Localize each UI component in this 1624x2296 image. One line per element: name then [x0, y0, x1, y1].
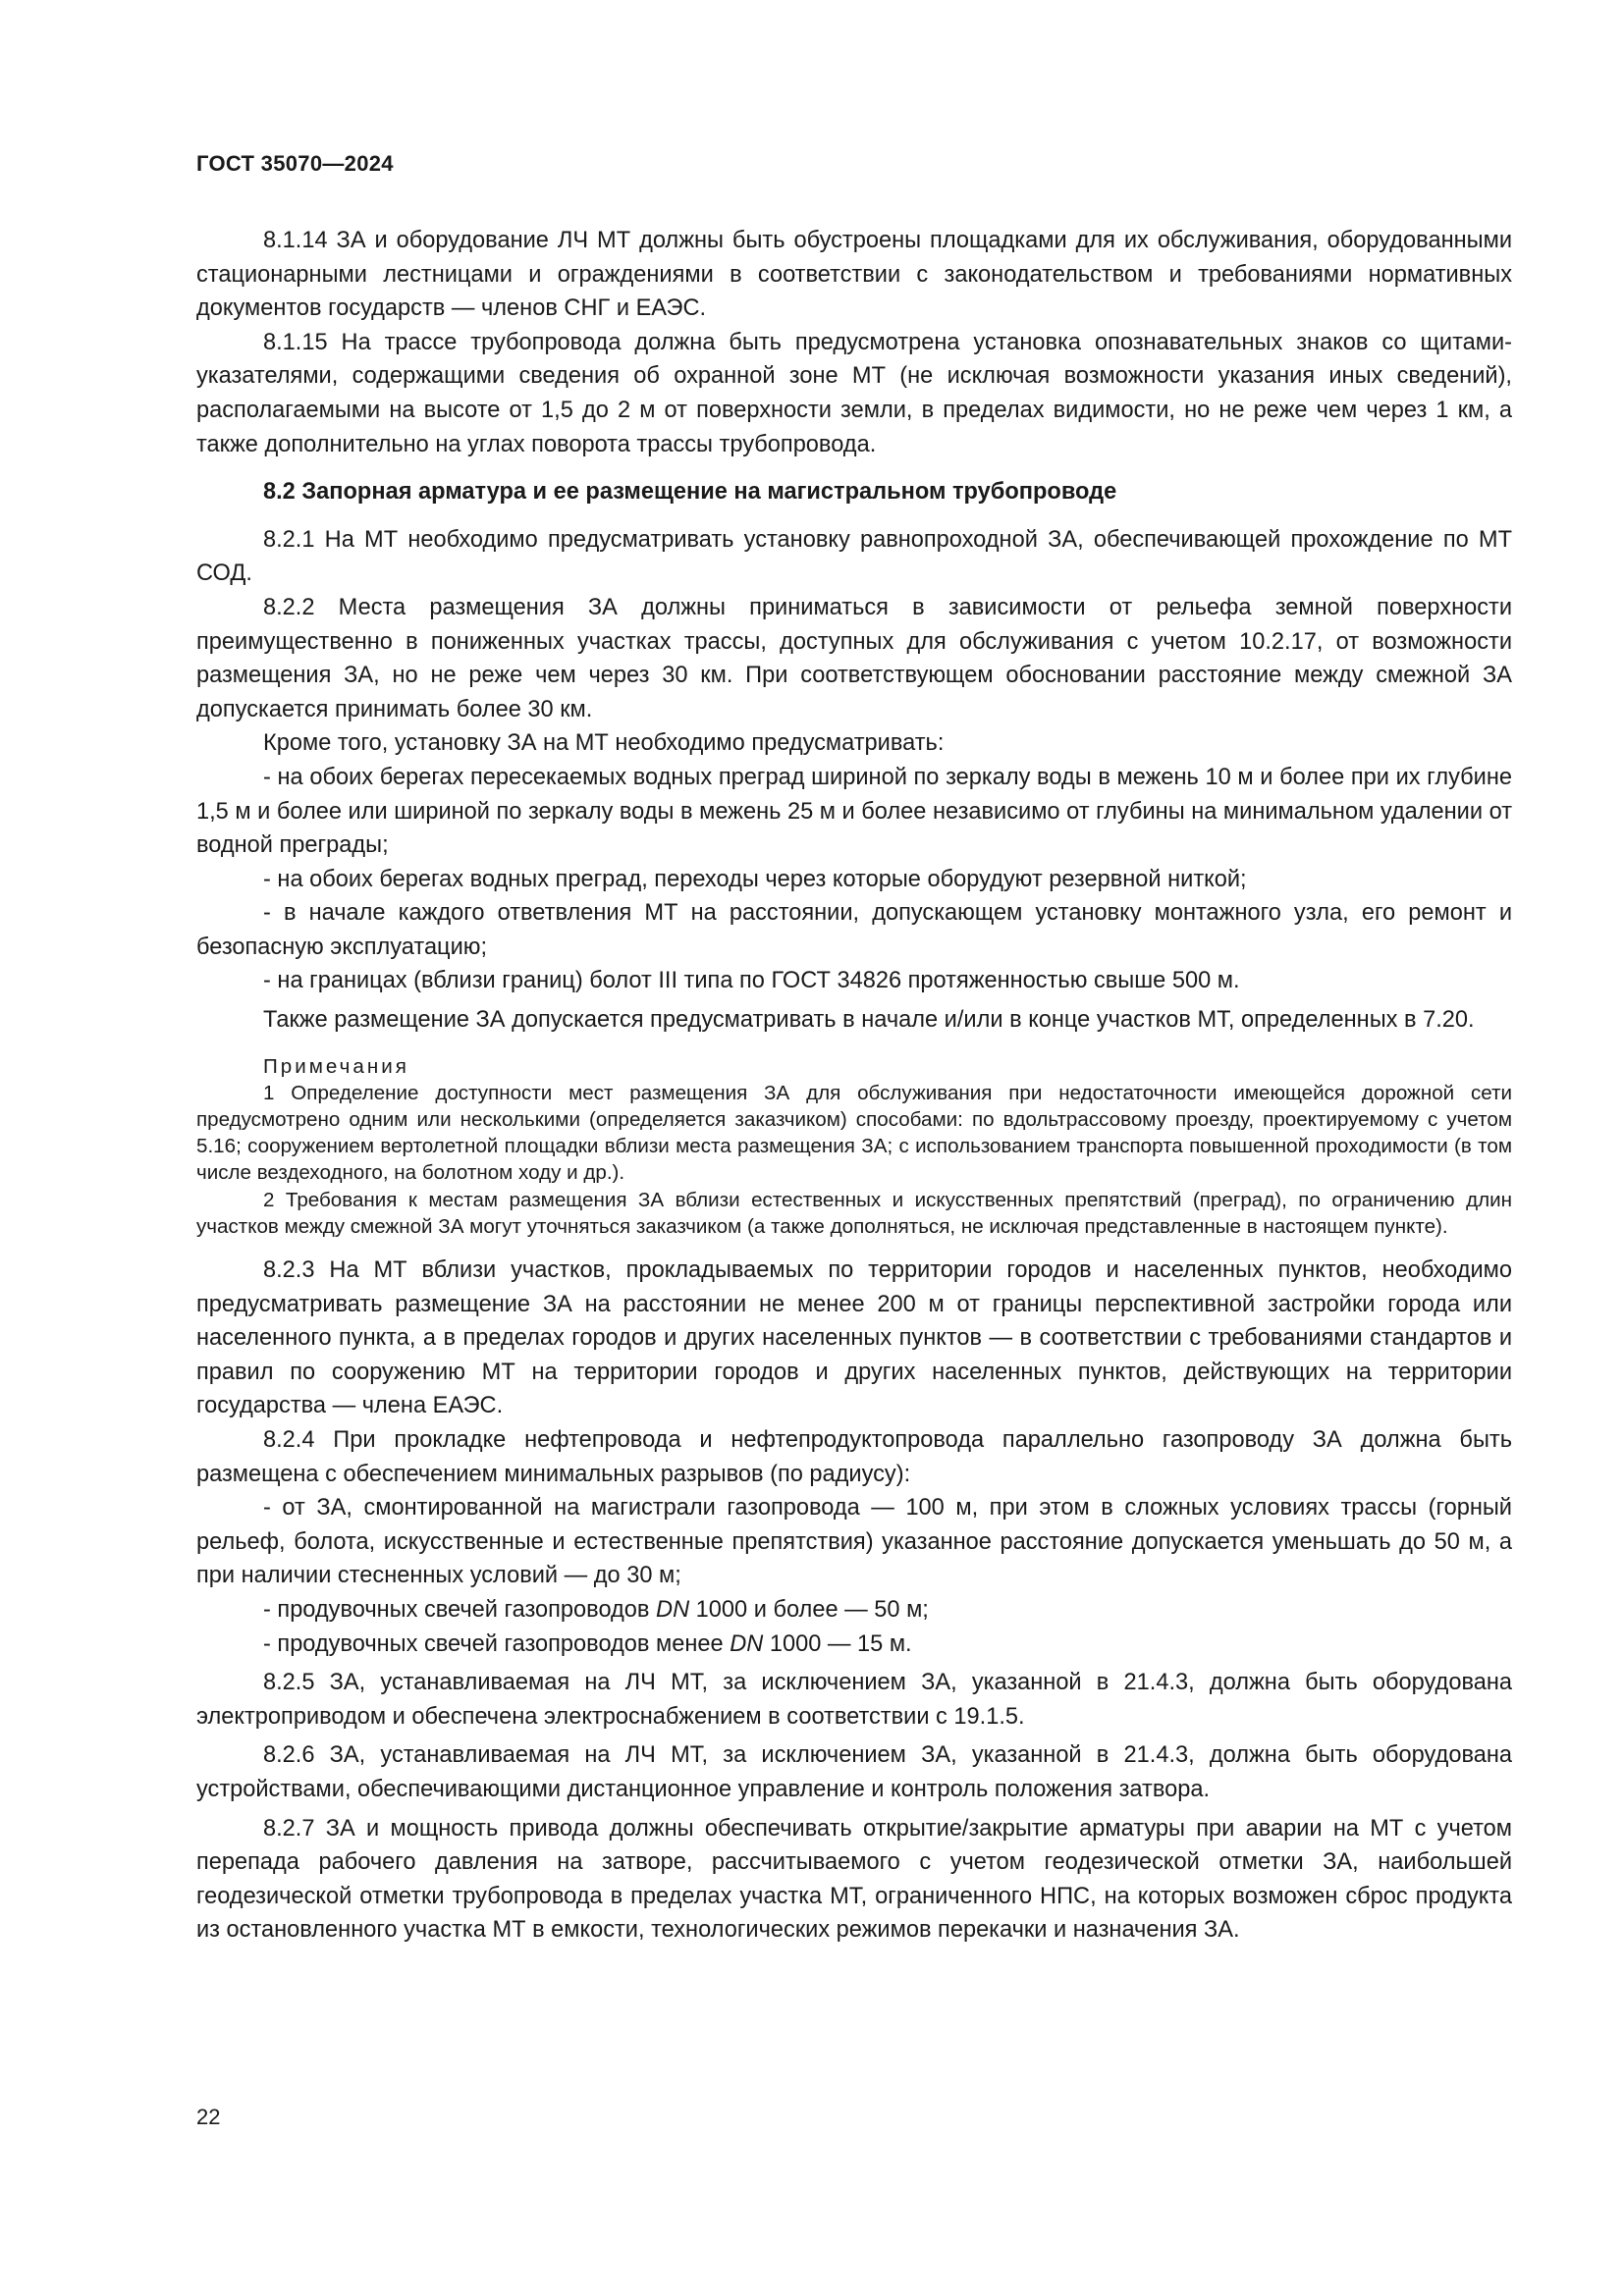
document-body: [196, 224, 1512, 1948]
note-1: 1 Определение доступности мест размещения ЗА для обслуживания при недостаточности имеющейся дорожной сети предусмотрено одним или несколькими (определяется заказчиком) способами: по вдольтрассовому проезду, проектируемому с учетом 5.16; сооружением вертолетной площадки вблизи места размещения ЗА; с использованием транспорта повышенной проходимости (в том числе вездеходного, на болотном ходу и др.).: [196, 1081, 1512, 1185]
paragraph-8-1-14: 8.1.14 ЗА и оборудование ЛЧ МТ должны быть обустроены площадками для их обслуживания, оборудованными стационарными лестницами и ограждениями в соответствии с законодательством и требованиями нормативных документов государств — членов СНГ и ЕАЭС.: [196, 228, 1512, 322]
list-item: - в начале каждого ответвления МТ на расстоянии, допускающем установку монтажного узла, его ремонт и безопасную эксплуатацию;: [196, 900, 1512, 960]
list-item: - на границах (вблизи границ) болот III типа по ГОСТ 34826 протяженностью свыше 500 м.: [263, 968, 1240, 994]
list-item-dn-15: - продувочных свечей газопроводов менее DN 1000 — 15 м.: [263, 1630, 912, 1657]
paragraph-8-2-4: 8.2.4 При прокладке нефтепровода и нефтепродуктопровода параллельно газопроводу ЗА должна быть размещена с обеспечением минимальных разрывов (по радиусу):: [196, 1427, 1512, 1487]
paragraph-besides: Кроме того, установку ЗА на МТ необходимо предусматривать:: [263, 730, 945, 757]
paragraph-8-2-2: 8.2.2 Места размещения ЗА должны приниматься в зависимости от рельефа земной поверхности преимущественно в пониженных участках трассы, доступных для обслуживания с учетом 10.2.17, от возможности размещения ЗА, но не реже чем через 30 км. При соответствующем обосновании расстояние между смежной ЗА допускается принимать более 30 км.: [196, 594, 1512, 722]
paragraph-8-2-1: 8.2.1 На МТ необходимо предусматривать установку равнопроходной ЗА, обеспечивающей прохождение по МТ СОД.: [196, 526, 1512, 587]
paragraph-also: Также размещение ЗА допускается предусматривать в начале и/или в конце участков МТ, определенных в 7.20.: [263, 1007, 1475, 1034]
paragraph-8-2-3: 8.2.3 На МТ вблизи участков, прокладываемых по территории городов и населенных пунктов, необходимо предусматривать размещение ЗА на расстоянии не менее 200 м от границы перспективной застройки города или населенного пункта, а в пределах городов и других населенных пунктов — в соответствии с требованиями стандартов и правил по сооружению МТ на территории городов и других населенных пунктов, действующих на территории государства — члена ЕАЭС.: [196, 1257, 1512, 1419]
paragraph-8-2-5: 8.2.5 ЗА, устанавливаемая на ЛЧ МТ, за исключением ЗА, указанной в 21.4.3, должна быть оборудована электроприводом и обеспечена электроснабжением в соответствии с 19.1.5.: [196, 1670, 1512, 1730]
section-heading-8-2: 8.2 Запорная арматура и ее размещение на магистральном трубопроводе: [263, 479, 1117, 506]
list-item: - на обоих берегах водных преград, переходы через которые оборудуют резервной ниткой;: [263, 866, 1247, 892]
list-item-dn-50: - продувочных свечей газопроводов DN 1000 и более — 50 м;: [263, 1597, 929, 1624]
list-item: - от ЗА, смонтированной на магистрали газопровода — 100 м, при этом в сложных условиях трассы (горный рельеф, болота, искусственные и естественные препятствия) указанное расстояние допускается уменьшать до 50 м, а при наличии стесненных условий — до 30 м;: [196, 1495, 1512, 1589]
notes-block: [196, 1053, 1512, 1240]
page-number: 22: [196, 2105, 221, 2129]
notes-title: Примечания: [263, 1054, 409, 1078]
document-header-code: ГОСТ 35070—2024: [196, 151, 394, 176]
paragraph-8-1-15: 8.1.15 На трассе трубопровода должна быть предусмотрена установка опознавательных знаков со щитами-указателями, содержащими сведения об охранной зоне МТ (не исключая возможности указания иных сведений), располагаемыми на высоте от 1,5 до 2 м от поверхности земли, в пределах видимости, но не реже чем через 1 км, а также дополнительно на углах поворота трассы трубопровода.: [196, 329, 1512, 457]
note-2: 2 Требования к местам размещения ЗА вблизи естественных и искусственных препятствий (преград), по ограничению длин участков между смежной ЗА могут уточняться заказчиком (а также дополняться, не исключая представленные в настоящем пункте).: [196, 1188, 1512, 1238]
paragraph-8-2-6: 8.2.6 ЗА, устанавливаемая на ЛЧ МТ, за исключением ЗА, указанной в 21.4.3, должна быть оборудована устройствами, обеспечивающими дистанционное управление и контроль положения затвора.: [196, 1742, 1512, 1802]
paragraph-8-2-7: 8.2.7 ЗА и мощность привода должны обеспечивать открытие/закрытие арматуры при аварии на МТ с учетом перепада рабочего давления на затворе, рассчитываемого с учетом геодезической отметки ЗА, наибольшей геодезической отметки трубопровода в пределах участка МТ, ограниченного НПС, на которых возможен сброс продукта из остановленного участка МТ в емкости, технологических режимов перекачки и назначения ЗА.: [196, 1815, 1512, 1944]
list-item: - на обоих берегах пересекаемых водных преград шириной по зеркалу воды в межень 10 м и более при их глубине 1,5 м и более или шириной по зеркалу воды в межень 25 м и более независимо от глубины на минимальном удалении от водной преграды;: [196, 764, 1513, 859]
